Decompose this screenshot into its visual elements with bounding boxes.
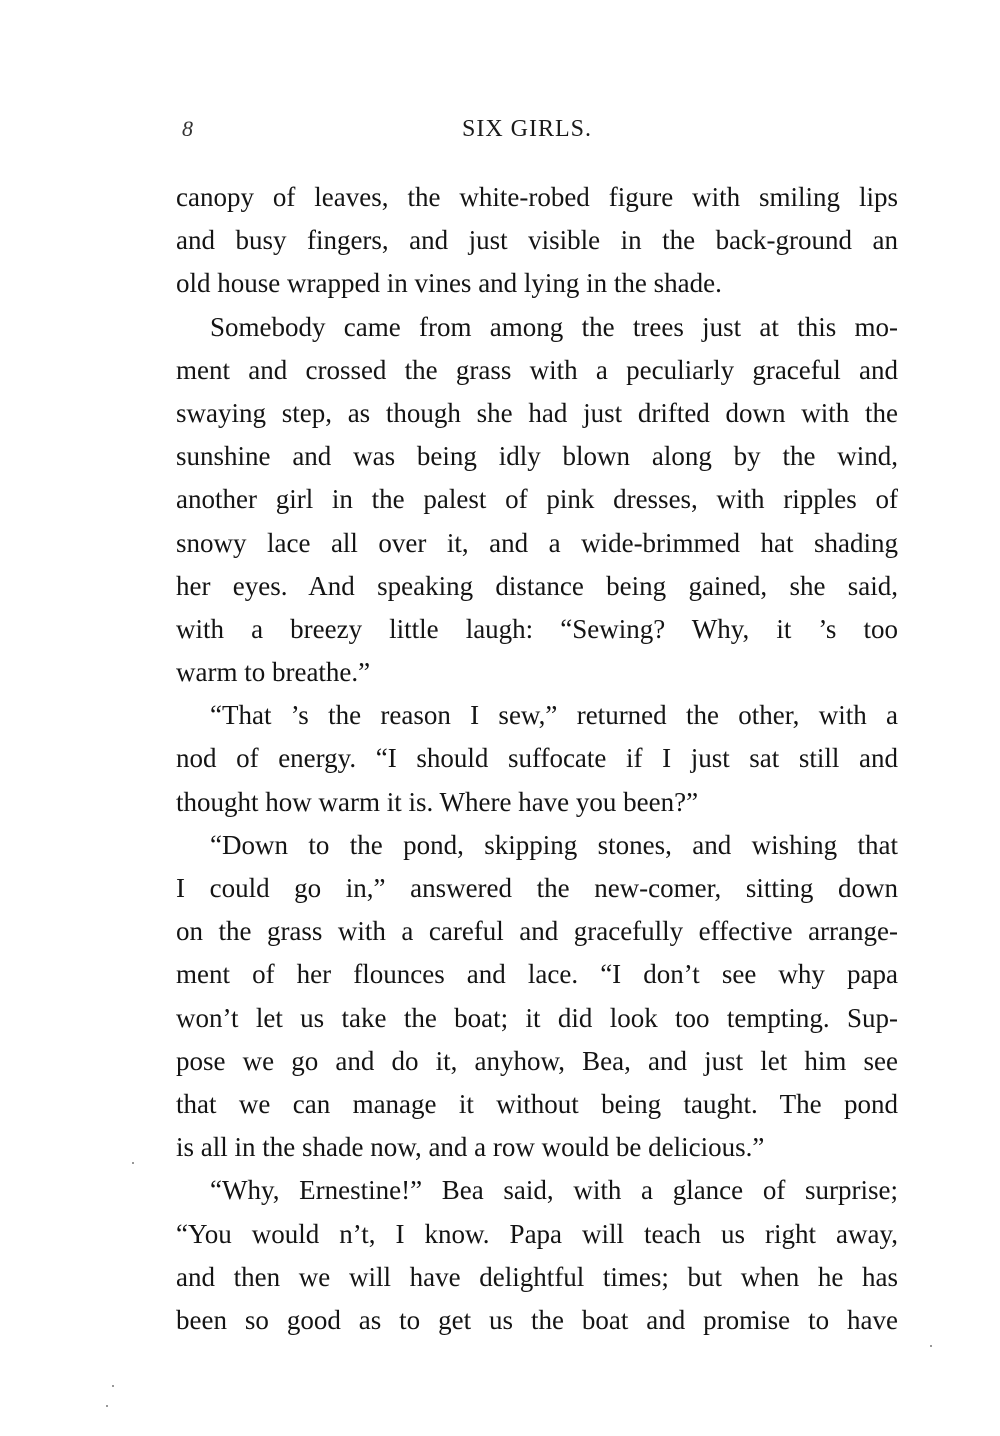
- text-line: I could go in,” answered the new-comer, sitting down: [176, 873, 898, 903]
- text-line: “You would n’t, I know. Papa will teach us right away,: [176, 1218, 898, 1249]
- scan-speck: [930, 1345, 932, 1347]
- paragraph: [176, 306, 898, 695]
- text-line: is all in the shade now, and a row would be delicious.”: [176, 1132, 765, 1163]
- text-line: and busy fingers, and just visible in the back-ground an: [176, 225, 898, 256]
- text-line: pose we go and do it, anyhow, Bea, and just let him see: [176, 1045, 898, 1076]
- text-line: “That ’s the reason I sew,” returned the other, with a: [210, 700, 898, 731]
- text-line: won’t let us take the boat; it did look too tempting. Sup-: [176, 1002, 898, 1033]
- text-line: thought how warm it is. Where have you been?”: [176, 786, 699, 817]
- text-line: “Down to the pond, skipping stones, and wishing that: [210, 829, 898, 860]
- text-line: that we can manage it without being taught. The pond: [176, 1088, 898, 1119]
- text-line: been so good as to get us the boat and promise to have: [176, 1304, 898, 1335]
- text-line: swaying step, as though she had just drifted down with the: [176, 397, 898, 428]
- paragraph: [176, 176, 898, 306]
- paragraph: [176, 694, 898, 824]
- text-line: ment and crossed the grass with a peculiarly graceful and: [176, 354, 898, 385]
- running-title: SIX GIRLS.: [462, 116, 593, 142]
- text-line: another girl in the palest of pink dresses, with ripples of: [176, 484, 898, 515]
- text-line: with a breezy little laugh: “Sewing? Why, it ’s too: [176, 613, 898, 644]
- running-head: [0, 110, 1000, 150]
- text-line: her eyes. And speaking distance being gained, she said,: [176, 570, 898, 601]
- scan-speck: [132, 1162, 134, 1164]
- scan-speck: [106, 1405, 108, 1407]
- body-text: [176, 176, 898, 1342]
- text-line: canopy of leaves, the white-robed figure with smiling lips: [176, 182, 898, 212]
- scan-speck: [112, 1385, 114, 1387]
- text-line: ment of her flounces and lace. “I don’t see why papa: [176, 959, 898, 990]
- text-line: snowy lace all over it, and a wide-brimmed hat shading: [176, 527, 898, 558]
- text-line: “Why, Ernestine!” Bea said, with a glance of surprise;: [210, 1175, 898, 1206]
- text-line: Somebody came from among the trees just at this mo-: [210, 311, 898, 342]
- text-line: and then we will have delightful times; but when he has: [176, 1261, 898, 1292]
- text-line: nod of energy. “I should suffocate if I just sat still and: [176, 743, 898, 774]
- text-line: sunshine and was being idly blown along by the wind,: [176, 441, 898, 472]
- paragraph: [176, 1169, 898, 1342]
- text-line: warm to breathe.”: [176, 657, 371, 688]
- text-line: old house wrapped in vines and lying in the shade.: [176, 268, 722, 299]
- text-line: on the grass with a careful and gracefully effective arrange-: [176, 916, 898, 947]
- paragraph: [176, 824, 898, 1170]
- page-number: 8: [182, 116, 193, 141]
